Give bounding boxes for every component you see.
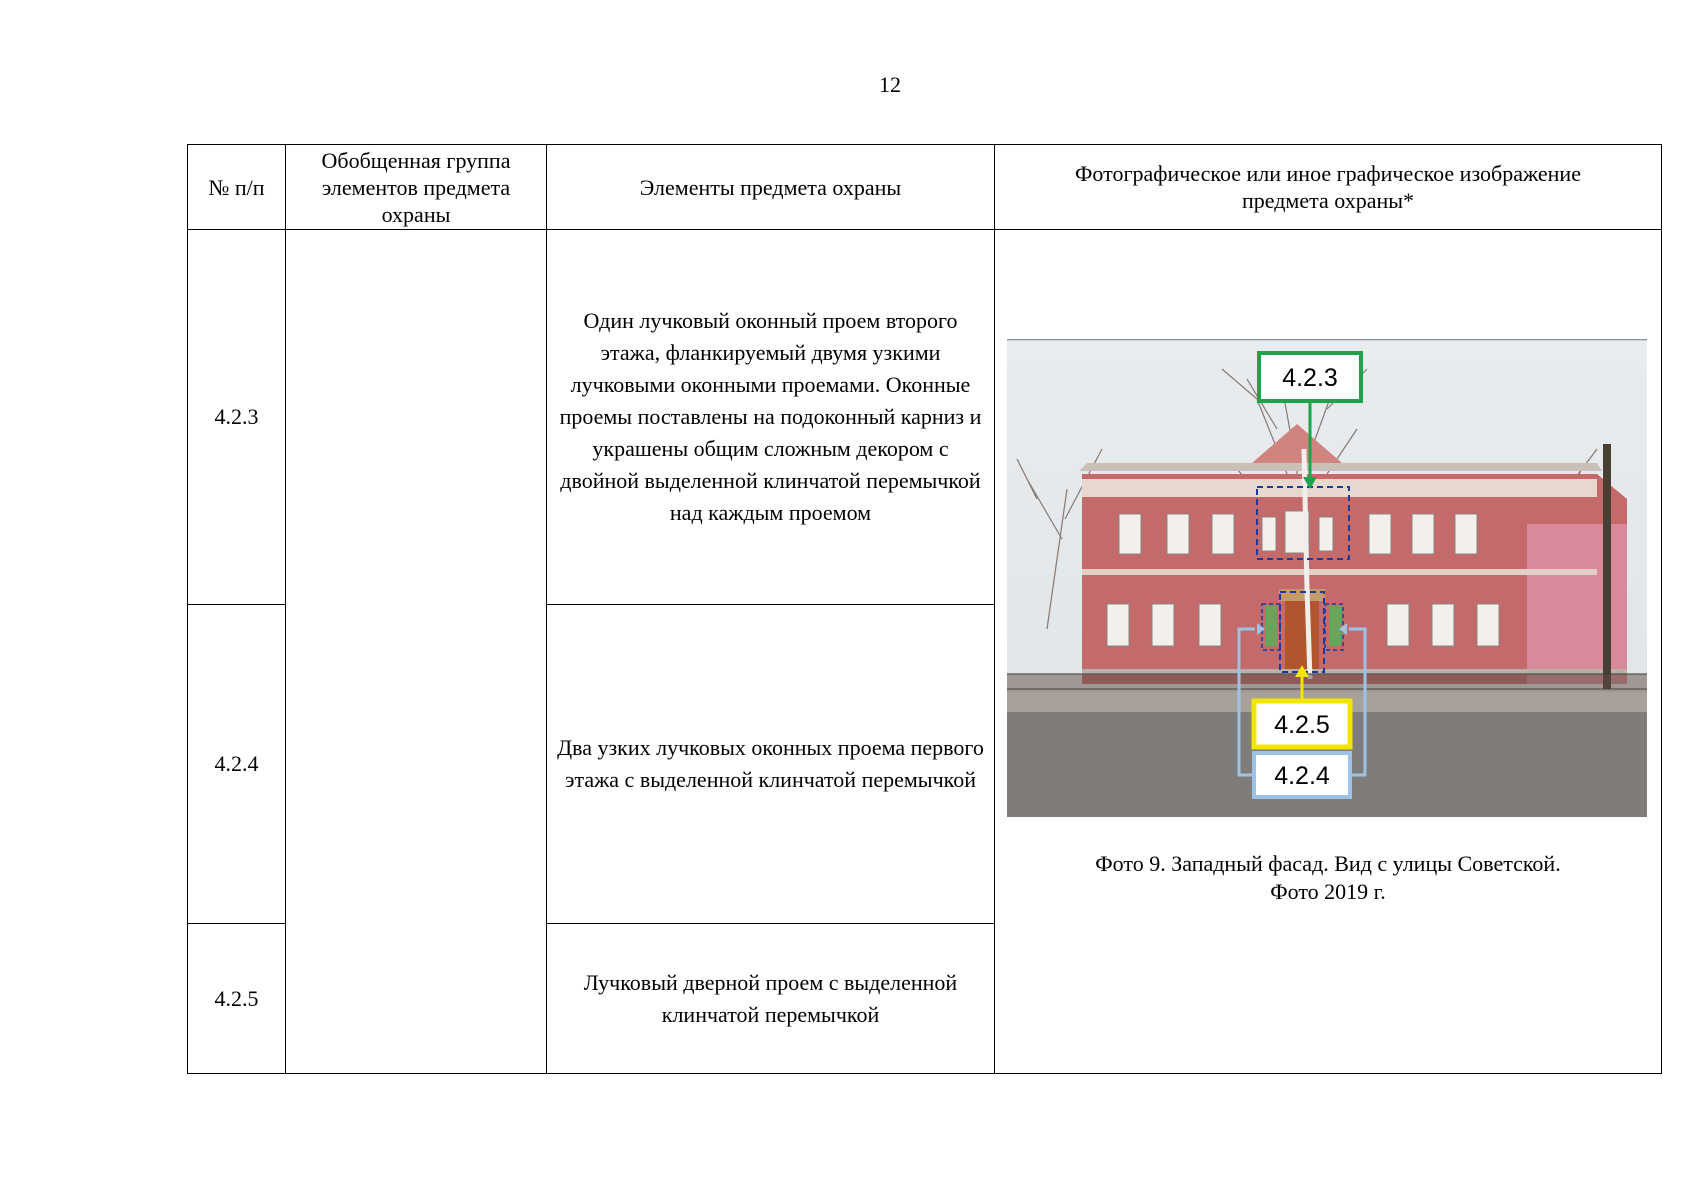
row-number: 4.2.5 — [188, 924, 286, 1074]
caption-line-1: Фото 9. Западный фасад. Вид с улицы Советской. — [1095, 851, 1561, 876]
upper-windows — [1119, 511, 1477, 554]
caption-line-2: Фото 2019 г. — [1270, 879, 1386, 904]
row-description: Лучковый дверной проем с выделенной клинчатой перемычкой — [547, 924, 995, 1074]
facade-photo — [1007, 339, 1647, 817]
row-number: 4.2.4 — [188, 605, 286, 924]
row-number: 4.2.3 — [188, 230, 286, 605]
photo-cell — [995, 230, 1662, 1074]
table-header-row — [188, 145, 1662, 230]
facade-photo-svg — [1007, 339, 1647, 817]
page-number: 12 — [879, 72, 901, 97]
door — [1285, 601, 1319, 669]
label-4-2-3: 4.2.3 — [1282, 364, 1338, 392]
photo-caption — [995, 850, 1661, 906]
header-elements: Элементы предмета охраны — [547, 145, 995, 230]
header-number: № п/п — [188, 145, 286, 230]
label-4-2-4: 4.2.4 — [1274, 762, 1330, 790]
header-image: Фотографическое или иное графическое изображение предмета охраны* — [995, 145, 1662, 230]
protection-elements-table — [187, 144, 1662, 1074]
header-group: Обобщенная группа элементов предмета охраны — [286, 145, 547, 230]
row-description: Два узких лучковых оконных проема первого этажа с выделенной клинчатой перемычкой — [547, 605, 995, 924]
table-row — [188, 230, 1662, 605]
group-cell — [286, 230, 547, 1074]
row-description: Один лучковый оконный проем второго этажа, фланкируемый двумя узкими лучковыми оконными проемами. Оконные проемы поставлены на подоконный карниз и украшены общим сложным декором с двойной выделенной клинчатой перемычкой над каждым проемом — [547, 230, 995, 605]
label-4-2-5: 4.2.5 — [1274, 711, 1330, 739]
